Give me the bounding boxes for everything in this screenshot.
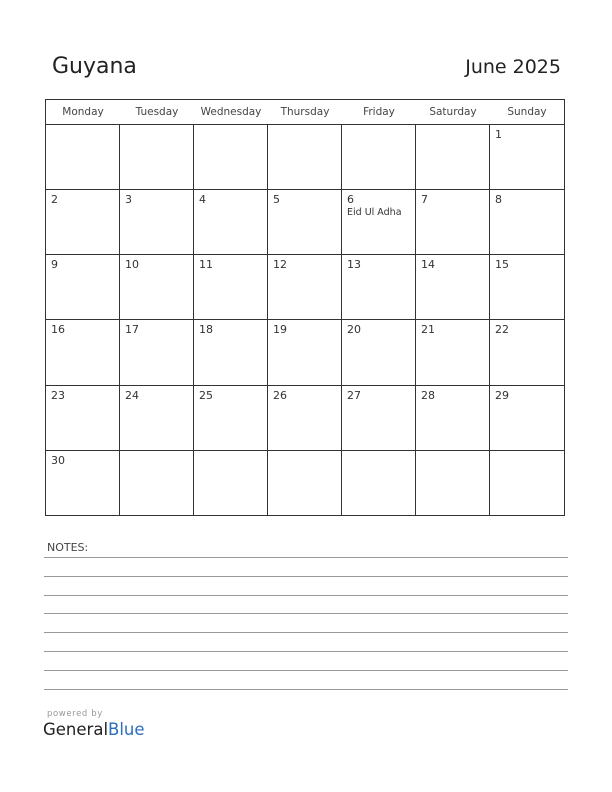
day-cell bbox=[120, 451, 194, 516]
day-number: 8 bbox=[495, 193, 502, 207]
day-number: 23 bbox=[51, 388, 65, 402]
day-cell bbox=[342, 451, 416, 516]
day-number: 26 bbox=[273, 388, 287, 402]
day-number: 20 bbox=[347, 323, 361, 337]
notes-line bbox=[44, 651, 568, 652]
day-number: 2 bbox=[51, 193, 58, 207]
notes-line bbox=[44, 576, 568, 577]
day-number: 28 bbox=[421, 388, 435, 402]
day-cell bbox=[194, 451, 268, 516]
day-cell bbox=[416, 125, 490, 190]
day-cell bbox=[120, 320, 194, 385]
day-cell bbox=[120, 386, 194, 451]
day-cell bbox=[268, 451, 342, 516]
day-cell bbox=[46, 190, 120, 255]
day-cell bbox=[490, 386, 564, 451]
day-number: 5 bbox=[273, 193, 280, 207]
day-cell bbox=[416, 190, 490, 255]
day-cell bbox=[490, 255, 564, 320]
day-number: 30 bbox=[51, 453, 65, 467]
weekday-monday: Monday bbox=[62, 106, 104, 118]
day-cell bbox=[342, 386, 416, 451]
country-title: Guyana bbox=[52, 54, 137, 79]
day-number: 9 bbox=[51, 258, 58, 272]
day-cell bbox=[342, 255, 416, 320]
day-number: 15 bbox=[495, 258, 509, 272]
day-cell bbox=[120, 125, 194, 190]
day-number: 24 bbox=[125, 388, 139, 402]
powered-by-text: powered by bbox=[47, 709, 103, 719]
day-cells bbox=[46, 125, 564, 516]
day-cell bbox=[416, 386, 490, 451]
weekday-saturday: Saturday bbox=[429, 106, 477, 118]
day-number: 18 bbox=[199, 323, 213, 337]
day-cell bbox=[46, 386, 120, 451]
day-cell bbox=[490, 190, 564, 255]
day-cell bbox=[416, 255, 490, 320]
day-number: 21 bbox=[421, 323, 435, 337]
day-cell bbox=[490, 125, 564, 190]
day-cell bbox=[342, 125, 416, 190]
day-cell bbox=[194, 320, 268, 385]
day-number: 27 bbox=[347, 388, 361, 402]
day-number: 6 bbox=[347, 193, 354, 207]
day-number: 19 bbox=[273, 323, 287, 337]
brand-logo[interactable] bbox=[43, 720, 145, 739]
day-cell bbox=[194, 255, 268, 320]
weekday-wednesday: Wednesday bbox=[200, 106, 262, 118]
day-cell bbox=[120, 255, 194, 320]
notes-line bbox=[44, 632, 568, 633]
day-number: 7 bbox=[421, 193, 428, 207]
notes-label: NOTES: bbox=[47, 541, 89, 554]
brand-general: General bbox=[43, 720, 109, 739]
day-cell bbox=[268, 255, 342, 320]
day-cell bbox=[342, 320, 416, 385]
day-cell bbox=[490, 451, 564, 516]
day-cell bbox=[46, 320, 120, 385]
day-cell bbox=[268, 386, 342, 451]
day-cell bbox=[120, 190, 194, 255]
calendar-grid bbox=[45, 99, 565, 516]
day-cell bbox=[194, 190, 268, 255]
day-cell bbox=[490, 320, 564, 385]
day-cell bbox=[342, 190, 416, 255]
day-number: 1 bbox=[495, 128, 502, 141]
day-cell bbox=[268, 320, 342, 385]
day-number: 10 bbox=[125, 258, 139, 272]
weekday-sunday: Sunday bbox=[507, 106, 547, 118]
day-cell bbox=[194, 125, 268, 190]
notes-line bbox=[44, 670, 568, 671]
day-number: 13 bbox=[347, 258, 361, 272]
day-cell bbox=[416, 451, 490, 516]
weekday-friday: Friday bbox=[363, 106, 395, 118]
day-cell bbox=[194, 386, 268, 451]
day-cell bbox=[268, 190, 342, 255]
day-cell bbox=[46, 451, 120, 516]
month-year-title: June 2025 bbox=[465, 56, 561, 78]
notes-line bbox=[44, 557, 568, 558]
holiday-label: Eid Ul Adha bbox=[347, 207, 402, 219]
day-cell bbox=[268, 125, 342, 190]
day-cell bbox=[46, 125, 120, 190]
day-cell bbox=[46, 255, 120, 320]
notes-line bbox=[44, 595, 568, 596]
weekday-header bbox=[46, 100, 564, 125]
day-number: 3 bbox=[125, 193, 132, 207]
weekday-tuesday: Tuesday bbox=[135, 106, 179, 118]
brand-blue: Blue bbox=[108, 720, 145, 739]
day-number: 29 bbox=[495, 388, 509, 402]
day-cell bbox=[416, 320, 490, 385]
day-number: 12 bbox=[273, 258, 287, 272]
day-number: 4 bbox=[199, 193, 206, 207]
notes-line bbox=[44, 689, 568, 690]
day-number: 17 bbox=[125, 323, 139, 337]
day-number: 11 bbox=[199, 258, 213, 272]
notes-line bbox=[44, 613, 568, 614]
day-number: 25 bbox=[199, 388, 213, 402]
day-number: 16 bbox=[51, 323, 65, 337]
day-number: 22 bbox=[495, 323, 509, 337]
day-number: 14 bbox=[421, 258, 435, 272]
weekday-thursday: Thursday bbox=[280, 106, 330, 118]
